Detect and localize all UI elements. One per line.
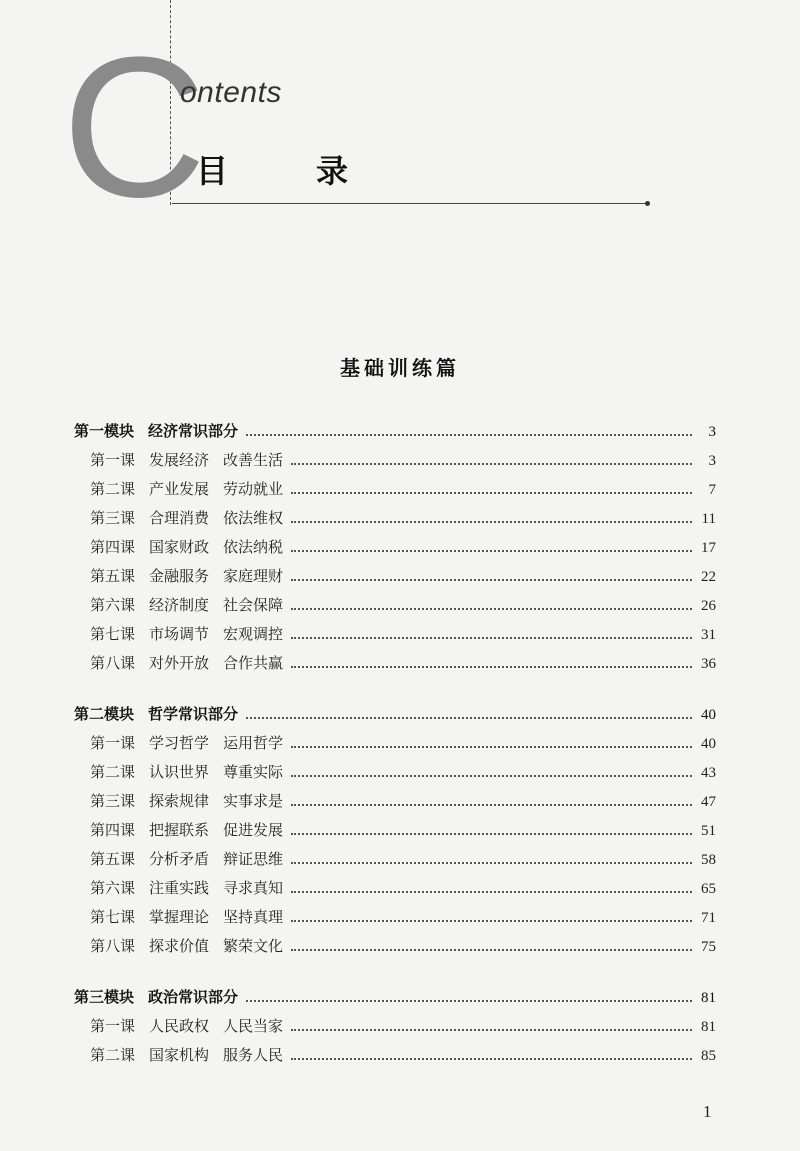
lesson-title-part1: 对外开放 [149,654,210,672]
page-ref: 81 [701,1019,716,1035]
dot-leader [291,579,692,581]
lesson-title-part1: 市场调节 [149,625,210,643]
lesson-title-part2: 辩证思维 [223,850,284,868]
lesson-title-part1: 经济制度 [149,596,210,614]
dot-leader [291,862,692,864]
toc-lesson-entry[interactable] [74,753,716,782]
dot-leader [246,434,692,436]
dot-leader [291,775,692,777]
lesson-title-part1: 探索规律 [149,792,210,810]
page-ref: 71 [701,910,716,926]
lesson-title-part1: 学习哲学 [149,734,210,752]
toc-lesson-entry[interactable] [74,869,716,898]
dot-leader [291,891,692,893]
lesson-number: 第八课 [90,937,136,955]
page-ref: 31 [701,627,716,643]
toc-lesson-entry[interactable] [74,528,716,557]
module-label: 第三模块 [74,988,135,1006]
lesson-number: 第四课 [90,538,136,556]
dot-leader [291,550,692,552]
module-title: 政治常识部分 [148,988,239,1006]
lesson-number: 第七课 [90,908,136,926]
toc-module-entry[interactable] [74,695,716,724]
page-title: 目 录 [196,152,377,190]
page-ref: 75 [701,939,716,955]
lesson-title-part2: 实事求是 [223,792,284,810]
page-ref: 3 [708,453,716,469]
toc-lesson-entry[interactable] [74,724,716,753]
toc-lesson-entry[interactable] [74,898,716,927]
lesson-number: 第五课 [90,567,136,585]
lesson-title-part2: 宏观调控 [223,625,284,643]
title-underline [172,203,647,204]
lesson-title-part2: 家庭理财 [223,567,284,585]
toc-module [74,978,716,1065]
lesson-title-part1: 探求价值 [149,937,210,955]
lesson-title-part2: 促进发展 [223,821,284,839]
toc-module-entry[interactable] [74,412,716,441]
page-ref: 40 [701,736,716,752]
dot-leader [291,949,692,951]
dot-leader [291,463,692,465]
lesson-title-part2: 合作共赢 [223,654,284,672]
lesson-number: 第一课 [90,451,136,469]
dot-leader [246,1000,692,1002]
lesson-title-part2: 服务人民 [223,1046,284,1064]
lesson-title-part1: 认识世界 [149,763,210,781]
lesson-title-part2: 人民当家 [223,1017,284,1035]
page-ref: 11 [701,511,716,527]
toc-lesson-entry[interactable] [74,811,716,840]
page-ref: 81 [701,990,716,1006]
toc-lesson-entry[interactable] [74,586,716,615]
lesson-title-part2: 依法纳税 [223,538,284,556]
lesson-number: 第二课 [90,1046,136,1064]
lesson-title-part2: 繁荣文化 [223,937,284,955]
lesson-title-part1: 分析矛盾 [149,850,210,868]
table-of-contents [74,412,716,1087]
lesson-title-part1: 注重实践 [149,879,210,897]
dot-leader [291,920,692,922]
part-title: 基础训练篇 [340,356,460,380]
lesson-title-part1: 产业发展 [149,480,210,498]
dot-leader [291,833,692,835]
dot-leader [291,804,692,806]
toc-lesson-entry[interactable] [74,441,716,470]
page-ref: 22 [701,569,716,585]
lesson-number: 第五课 [90,850,136,868]
page-ref: 58 [701,852,716,868]
toc-lesson-entry[interactable] [74,1007,716,1036]
page-number: 1 [703,1102,712,1121]
lesson-title-part2: 劳动就业 [223,480,284,498]
lesson-title-part1: 掌握理论 [149,908,210,926]
dot-leader [291,1029,692,1031]
lesson-title-part1: 金融服务 [149,567,210,585]
toc-lesson-entry[interactable] [74,1036,716,1065]
lesson-number: 第六课 [90,596,136,614]
lesson-title-part2: 社会保障 [223,596,284,614]
page-ref: 43 [701,765,716,781]
lesson-number: 第三课 [90,792,136,810]
lesson-title-part2: 改善生活 [223,451,284,469]
lesson-title-part2: 寻求真知 [223,879,284,897]
lesson-number: 第一课 [90,1017,136,1035]
module-title: 经济常识部分 [148,422,239,440]
toc-module-entry[interactable] [74,978,716,1007]
lesson-number: 第六课 [90,879,136,897]
toc-lesson-entry[interactable] [74,644,716,673]
page-ref: 3 [708,424,716,440]
dot-leader [291,608,692,610]
dot-leader [246,717,692,719]
page-ref: 65 [701,881,716,897]
lesson-number: 第一课 [90,734,136,752]
page-ref: 7 [708,482,716,498]
toc-lesson-entry[interactable] [74,615,716,644]
show-through-text [380,36,660,50]
dot-leader [291,521,692,523]
lesson-title-part2: 运用哲学 [223,734,284,752]
toc-lesson-entry[interactable] [74,557,716,586]
toc-lesson-entry[interactable] [74,840,716,869]
contents-initial-letter: C [62,16,203,239]
lesson-number: 第二课 [90,763,136,781]
toc-lesson-entry[interactable] [74,782,716,811]
title-underline-end-dot [645,201,650,206]
contents-word: ontents [180,76,282,109]
lesson-number: 第四课 [90,821,136,839]
toc-lesson-entry[interactable] [74,470,716,499]
page-ref: 36 [701,656,716,672]
toc-lesson-entry[interactable] [74,499,716,528]
toc-module [74,412,716,673]
module-title: 哲学常识部分 [148,705,239,723]
dot-leader [291,637,692,639]
toc-lesson-entry[interactable] [74,927,716,956]
lesson-title-part1: 发展经济 [149,451,210,469]
lesson-title-part1: 国家财政 [149,538,210,556]
toc-module [74,695,716,956]
lesson-title-part1: 国家机构 [149,1046,210,1064]
dot-leader [291,1058,692,1060]
page-ref: 40 [701,707,716,723]
lesson-title-part1: 合理消费 [149,509,210,527]
lesson-title-part2: 尊重实际 [223,763,284,781]
dot-leader [291,666,692,668]
lesson-title-part1: 把握联系 [149,821,210,839]
module-label: 第二模块 [74,705,135,723]
page-ref: 47 [701,794,716,810]
lesson-title-part2: 坚持真理 [223,908,284,926]
lesson-title-part1: 人民政权 [149,1017,210,1035]
lesson-number: 第七课 [90,625,136,643]
dot-leader [291,746,692,748]
page-ref: 85 [701,1048,716,1064]
dot-leader [291,492,692,494]
module-label: 第一模块 [74,422,135,440]
lesson-number: 第二课 [90,480,136,498]
page-ref: 17 [701,540,716,556]
lesson-title-part2: 依法维权 [223,509,284,527]
page-ref: 26 [701,598,716,614]
lesson-number: 第三课 [90,509,136,527]
lesson-number: 第八课 [90,654,136,672]
page-ref: 51 [701,823,716,839]
